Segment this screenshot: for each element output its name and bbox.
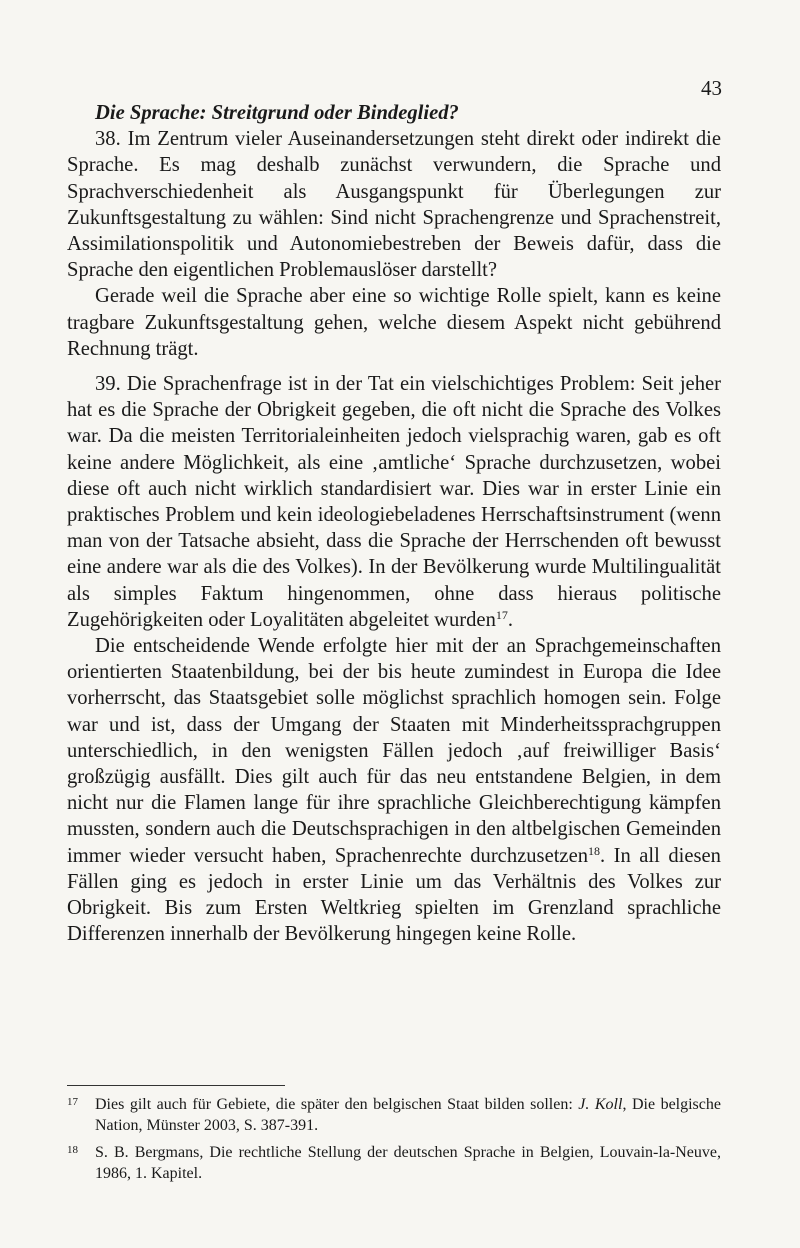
footnote-text-main: S. B. Bergmans, Die rechtliche Stellung der deutschen Sprache in Belgien, Louvain-la-Neuve, 1986, 1. Kapitel. xyxy=(95,1144,721,1182)
footnote-mark: 17 xyxy=(67,1096,78,1108)
page-number: 43 xyxy=(701,76,722,100)
footnote-18 xyxy=(67,1142,721,1184)
paragraph-38 xyxy=(67,126,721,283)
footnote-divider xyxy=(67,1085,285,1086)
paragraph-text: Die entscheidende Wende erfolgte hier mit der an Sprachgemeinschaften orientierten Staatenbildung, bei der bis heute zumindest in Europa die Idee vorherrscht, das Staatsgebiet solle möglichst sprachlich homogen sein. Folge war und ist, dass der Umgang der Staaten mit Minderheitssprachgruppen unterschiedlich, in den wenigsten Fällen jedoch ‚auf freiwilliger Basis‘ großzügig ausfällt. Dies gilt auch für das neu entstandene Belgien, in dem nicht nur die Flamen lange für ihre sprachliche Gleichberechtigung kämpfen mussten, sondern auch die Deutschsprachigen in den altbelgischen Gemeinden immer wieder versucht haben, Sprachenrechte durchzusetzen xyxy=(67,635,721,867)
footnote-ref-17[interactable]: 17 xyxy=(495,607,508,622)
footnote-text xyxy=(95,1142,721,1184)
paragraph-text: Gerade weil die Sprache aber eine so wichtige Rolle spielt, kann es keine tragbare Zukunftsgestaltung gehen, welche diesem Aspekt nicht gebührend Rechnung trägt. xyxy=(67,285,721,360)
paragraph-text: 39. Die Sprachenfrage ist in der Tat ein vielschichtiges Problem: Seit jeher hat es die Sprache der Obrigkeit gegeben, die oft nicht die Sprache des Volkes war. Da die meisten Territorialeinheiten jedoch vielsprachig waren, gab es oft keine andere Möglichkeit, als eine ‚amtliche‘ Sprache durchzusetzen, wobei diese oft auch nicht wirklich standardisiert war. Dies war in erster Linie ein praktisches Problem und kein ideologiebeladenes Herrschaftsinstrument (wenn man von der Tatsache absieht, dass die Sprache der Herrschenden oft bewusst eine andere war als die des Volkes). In der Bevölkerung wurde Multilingualität als simples Faktum hingenommen, ohne dass hieraus politische Zugehörigkeiten oder Loyalitäten abgeleitet wurden xyxy=(67,373,721,631)
paragraph-39 xyxy=(67,371,721,633)
paragraph-39-continued xyxy=(67,633,721,947)
footnotes xyxy=(67,1094,721,1190)
body-text xyxy=(67,100,721,948)
footnote-mark: 18 xyxy=(67,1144,78,1156)
paragraph-text-tail: . xyxy=(507,608,514,631)
paragraph-text-tail: . In all diesen Fällen ging es jedoch in erster Linie um das Verhältnis des Volkes zur Obrigkeit. Bis zum Ersten Weltkrieg spielten im Grenzland sprachliche Differenzen innerhalb der Bevölkerung hingegen keine Rolle. xyxy=(67,844,721,946)
footnote-17 xyxy=(67,1094,721,1136)
section-heading: Die Sprache: Streitgrund oder Bindeglied? xyxy=(95,102,459,124)
footnote-text xyxy=(95,1094,721,1136)
footnote-ref-18[interactable]: 18 xyxy=(588,843,601,858)
paragraph-text: 38. Im Zentrum vieler Auseinandersetzungen steht direkt oder indirekt die Sprache. Es mag deshalb zunächst verwundern, die Sprache und Sprachverschiedenheit als Ausgangspunkt für Überlegungen zur Zukunftsgestaltung zu wählen: Sind nicht Sprachengrenze und Sprachenstreit, Assimilationspolitik und Autonomiebestreben der Beweis dafür, dass die Sprache den eigentlichen Problemauslöser darstellt? xyxy=(67,128,721,282)
paragraph-38-continued xyxy=(67,283,721,362)
footnote-text-main: Dies gilt auch für Gebiete, die später den belgischen Staat bilden sollen: xyxy=(95,1096,579,1113)
footnote-text-tail: , Die belgische Nation, Münster 2003, S. 387-391. xyxy=(95,1096,721,1134)
footnote-author: J. Koll xyxy=(578,1096,623,1113)
